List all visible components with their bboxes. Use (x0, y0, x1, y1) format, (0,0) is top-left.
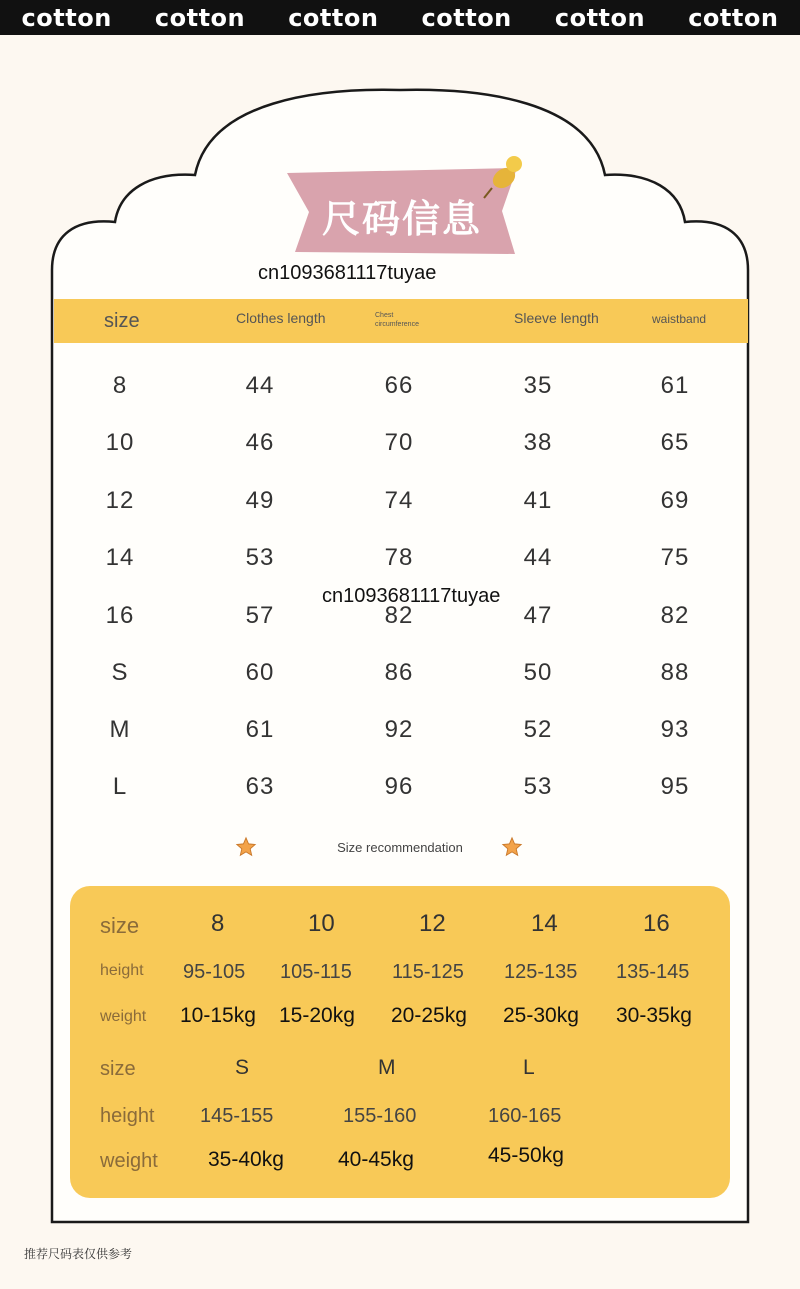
rec-weight: 35-40kg (208, 1148, 284, 1171)
rec-weight: 10-15kg (180, 1004, 256, 1027)
cell-waistband: 65 (660, 429, 690, 456)
rec-height: 135-145 (616, 961, 690, 983)
cell-clothes-length: 49 (245, 487, 275, 514)
banner-word: cotton (21, 3, 112, 32)
cell-sleeve: 41 (523, 487, 553, 514)
star-icon (501, 836, 523, 858)
header-sleeve-length: Sleeve length (514, 310, 599, 326)
cell-chest: 70 (384, 429, 414, 456)
banner-word: cotton (688, 3, 779, 32)
rec-height: 115-125 (392, 961, 464, 983)
watermark-top: cn1093681117tuyae (258, 262, 437, 284)
rec-size: 8 (211, 910, 225, 937)
recommendation-card (70, 886, 730, 1198)
cell-waistband: 61 (660, 372, 690, 399)
star-icon (235, 836, 257, 858)
cell-waistband: 88 (660, 659, 690, 686)
cell-chest: 78 (384, 544, 414, 571)
cell-clothes-length: 53 (245, 544, 275, 571)
rec-height-label: height (100, 962, 144, 979)
table-row (0, 773, 800, 813)
rec-weight: 20-25kg (391, 1004, 467, 1027)
rec-size-label: size (100, 913, 140, 938)
rec-size: S (235, 1056, 250, 1079)
rec-weight-label: weight (100, 1008, 147, 1025)
table-row (0, 487, 800, 527)
banner-word: cotton (154, 3, 246, 32)
table-row (0, 716, 800, 756)
rec-weight-label: weight (100, 1150, 158, 1172)
rec-size: 10 (308, 910, 335, 937)
cell-size: 12 (105, 487, 135, 514)
table-row (0, 544, 800, 584)
size-table-header (54, 299, 748, 343)
cell-sleeve: 52 (523, 716, 553, 743)
rec-height: 155-160 (343, 1105, 417, 1127)
cell-sleeve: 47 (523, 602, 553, 629)
rec-size: M (378, 1056, 396, 1079)
cell-waistband: 75 (660, 544, 690, 571)
cell-size: M (109, 716, 131, 743)
banner-word: cotton (554, 3, 646, 32)
page-title: 尺码信息 (321, 197, 482, 241)
rec-size: 14 (531, 910, 558, 937)
banner-word: cotton (288, 3, 379, 32)
cell-waistband: 82 (660, 602, 690, 629)
cell-size: 8 (112, 372, 128, 399)
rec-height: 125-135 (504, 961, 578, 983)
cell-sleeve: 44 (523, 544, 553, 571)
push-pin-icon (480, 150, 530, 200)
cell-size: 16 (105, 602, 135, 629)
cell-chest: 82 (384, 602, 414, 629)
recommendation-title: Size recommendation (337, 840, 463, 855)
cell-size: L (112, 773, 128, 800)
cell-chest: 92 (384, 716, 414, 743)
cell-waistband: 69 (660, 487, 690, 514)
table-row (0, 602, 800, 642)
rec-weight: 40-45kg (338, 1148, 414, 1171)
table-row (0, 659, 800, 699)
cell-chest: 66 (384, 372, 414, 399)
footer-note: 推荐尺码表仅供参考 (24, 1247, 133, 1261)
cell-sleeve: 38 (523, 429, 553, 456)
rec-height: 145-155 (200, 1105, 274, 1127)
cell-sleeve: 50 (523, 659, 553, 686)
rec-height: 105-115 (280, 961, 352, 983)
rec-weight: 30-35kg (616, 1004, 692, 1027)
rec-size-label: size (100, 1058, 136, 1080)
banner-word: cotton (421, 3, 512, 32)
cell-size: 14 (105, 544, 135, 571)
cell-sleeve: 35 (523, 372, 553, 399)
cell-sleeve: 53 (523, 773, 553, 800)
rec-size: 16 (643, 910, 670, 937)
cell-chest: 74 (384, 487, 414, 514)
rec-weight: 45-50kg (488, 1144, 564, 1167)
cell-clothes-length: 46 (245, 429, 275, 456)
header-chest-circumference: Chest circumference (375, 312, 419, 328)
rec-size: 12 (419, 910, 446, 937)
cell-waistband: 93 (660, 716, 690, 743)
cell-clothes-length: 63 (245, 773, 275, 800)
cell-chest: 86 (384, 659, 414, 686)
rec-size: L (523, 1056, 535, 1079)
cell-size: S (111, 659, 129, 686)
header-waistband: waistband (652, 312, 707, 326)
header-clothes-length: Clothes length (236, 310, 326, 326)
cell-chest: 96 (384, 773, 414, 800)
table-row (0, 372, 800, 412)
rec-height: 95-105 (183, 961, 246, 983)
rec-height-label: height (100, 1105, 155, 1127)
cell-clothes-length: 60 (245, 659, 275, 686)
watermark-middle: cn1093681117tuyae (322, 585, 501, 607)
rec-height: 160-165 (488, 1105, 562, 1127)
table-row (0, 429, 800, 469)
cell-clothes-length: 57 (245, 602, 275, 629)
cell-clothes-length: 61 (245, 716, 275, 743)
rec-weight: 15-20kg (279, 1004, 355, 1027)
cell-size: 10 (105, 429, 135, 456)
cell-waistband: 95 (660, 773, 690, 800)
header-size: size (104, 310, 140, 332)
cell-clothes-length: 44 (245, 372, 275, 399)
rec-weight: 25-30kg (503, 1004, 579, 1027)
